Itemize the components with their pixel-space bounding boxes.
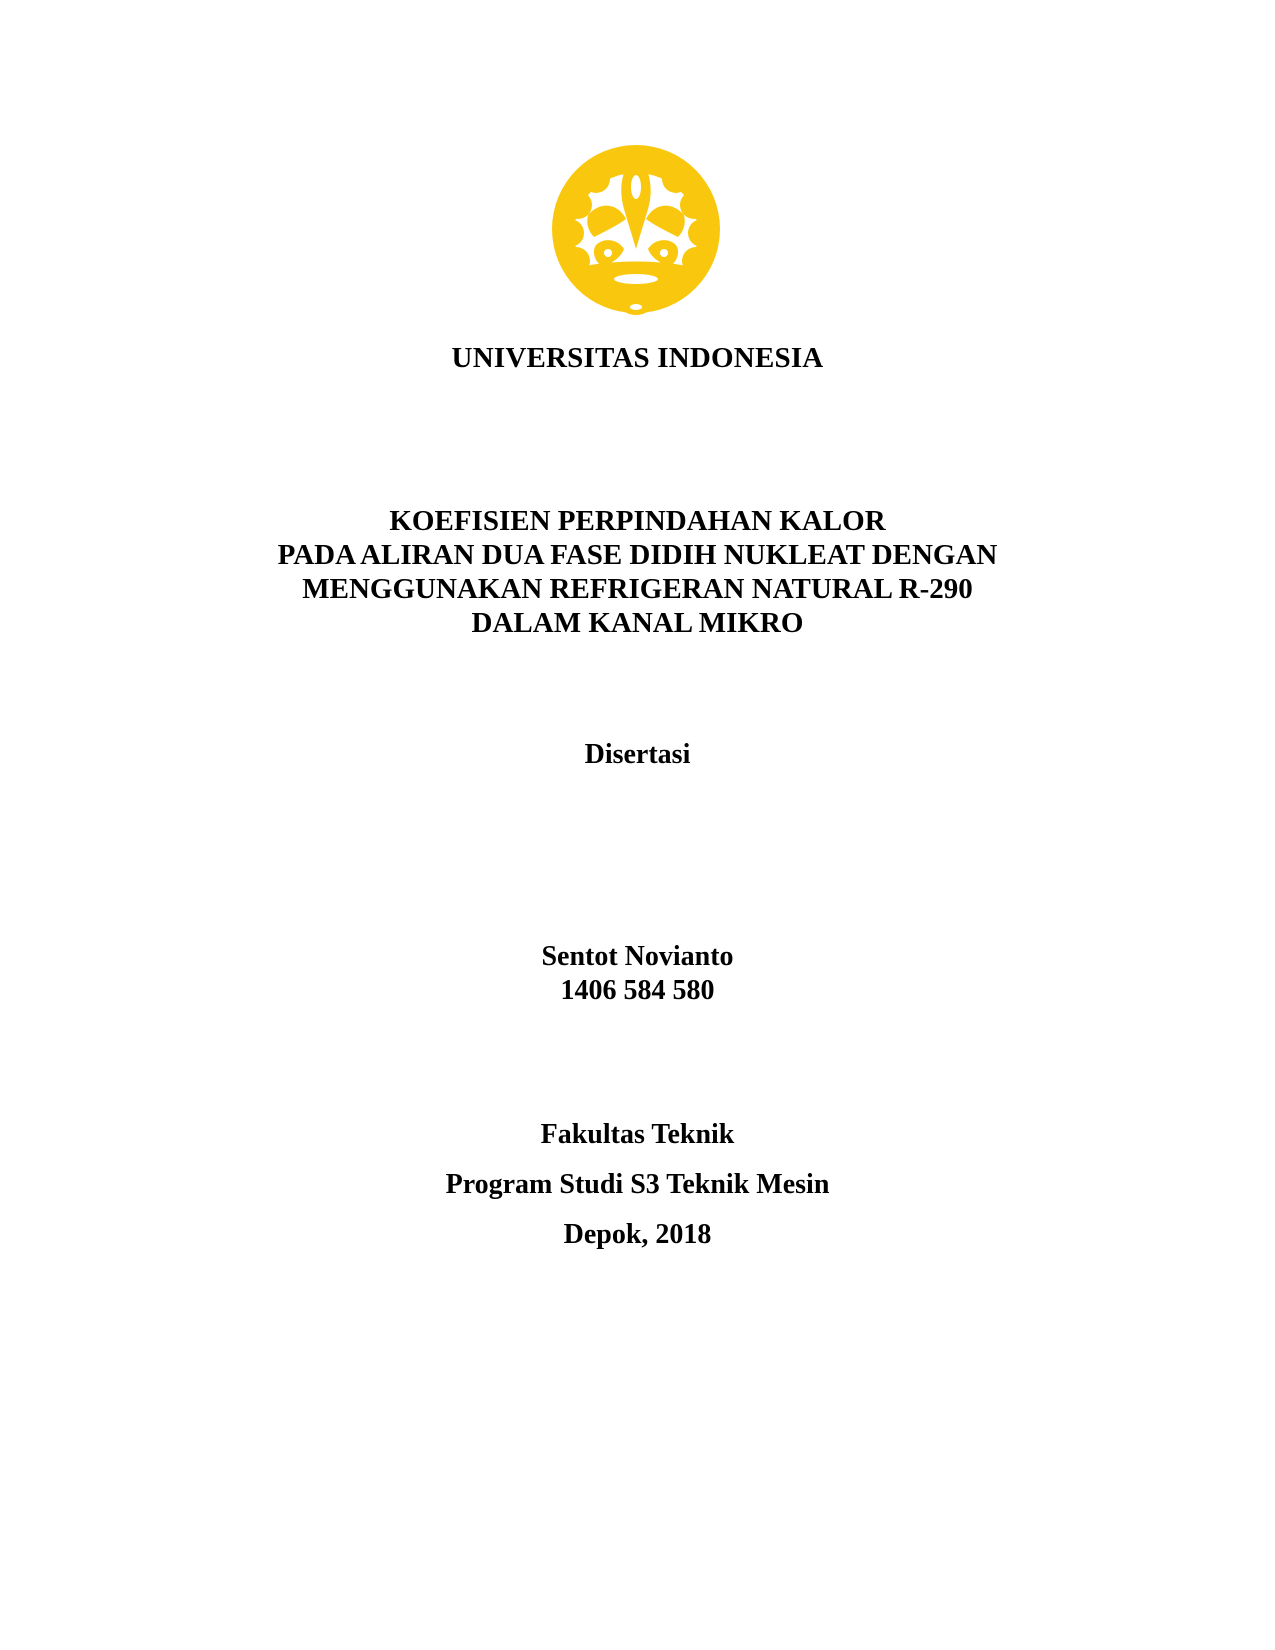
university-logo-icon: [548, 145, 724, 317]
student-id: 1406 584 580: [560, 975, 715, 1006]
dissertation-title: [0, 504, 1275, 640]
title-line: MENGGUNAKAN REFRIGERAN NATURAL R-290: [302, 573, 973, 605]
author-block: [0, 940, 1275, 1008]
place-year: Depok, 2018: [563, 1219, 712, 1250]
title-line: PADA ALIRAN DUA FASE DIDIH NUKLEAT DENGAN: [277, 539, 998, 571]
institution-block: [0, 1110, 1275, 1260]
program-name: Program Studi S3 Teknik Mesin: [445, 1169, 830, 1200]
document-type: Disertasi: [584, 739, 691, 770]
title-line: KOEFISIEN PERPINDAHAN KALOR: [389, 505, 886, 537]
faculty-name: Fakultas Teknik: [540, 1119, 735, 1150]
title-line: DALAM KANAL MIKRO: [471, 607, 804, 639]
author-name: Sentot Novianto: [541, 941, 734, 972]
university-name: UNIVERSITAS INDONESIA: [451, 342, 824, 374]
